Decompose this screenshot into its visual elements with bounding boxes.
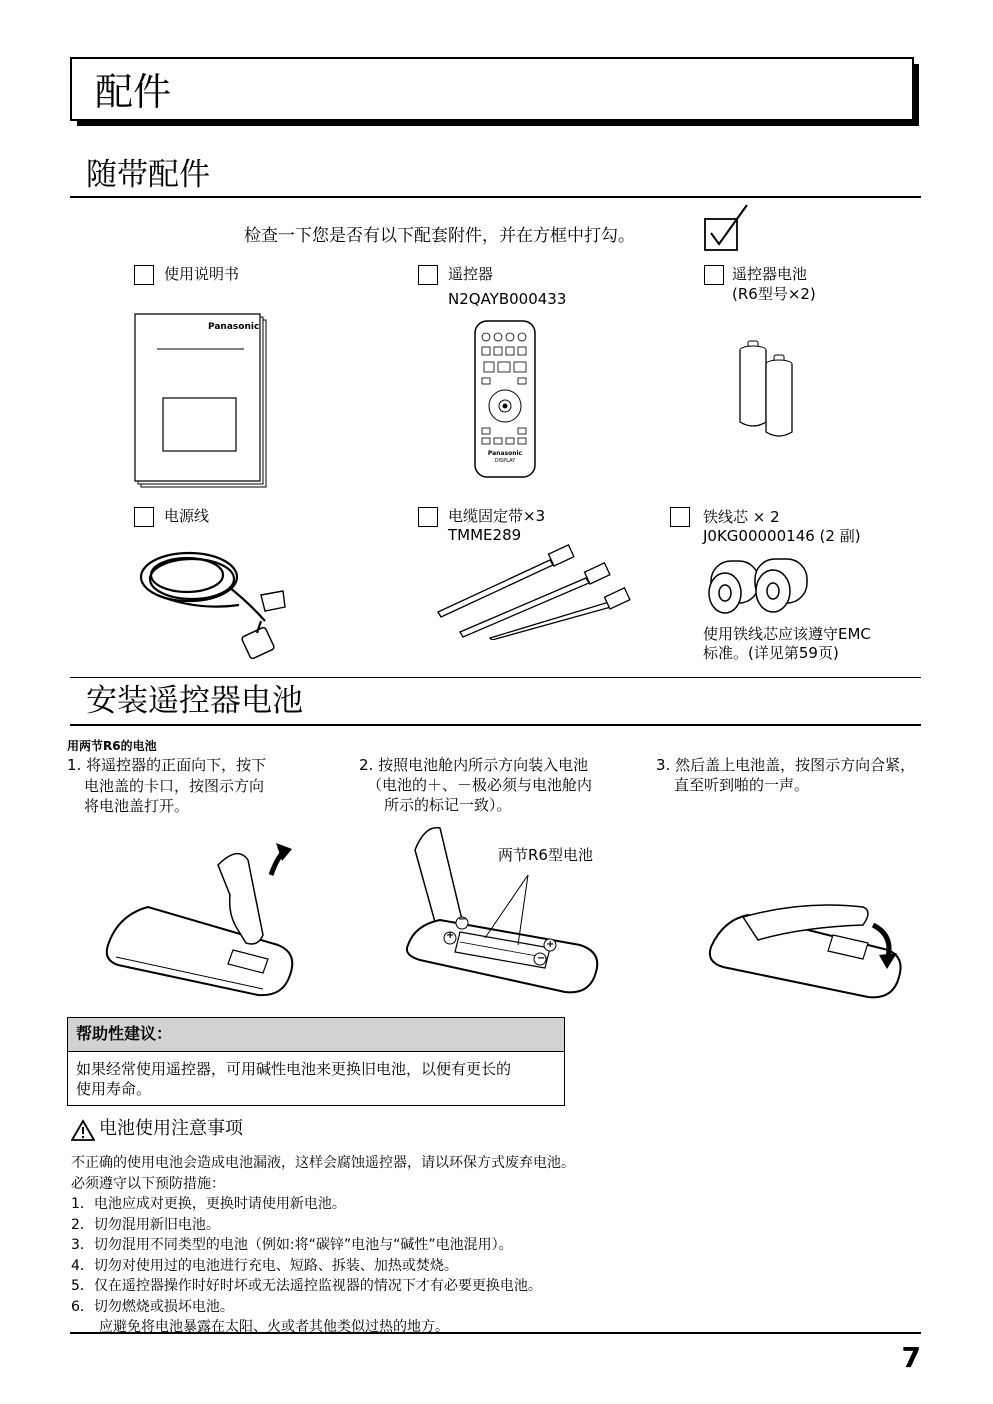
checkbox-remote[interactable] [418,265,438,285]
minus-marker: − [458,914,467,925]
item-cable-ties-label: 电缆固定带×3 [448,507,546,525]
page-number: 7 [901,1341,921,1374]
caution-item: 5．仅在遥控器操作时好时坏或无法遥控监视器的情况下才有必要更换电池。 [71,1278,542,1294]
caution-intro-line: 必须遵守以下预防措施： [71,1175,225,1192]
manual-illustration [134,312,269,490]
page-title: 配件 [95,70,172,114]
warning-triangle-icon [71,1119,95,1141]
caution-intro-line: 不正确的使用电池会造成电池漏液，这样会腐蚀遥控器，请以环保方式废弃电池。 [71,1155,575,1171]
ferrite-note-line2: 标准。(详见第59页) [703,644,839,662]
battery-callout-label: 两节R6型电池 [498,846,593,864]
step1-illustration [98,835,298,1005]
caution-item: 2．切勿混用新旧电池。 [71,1216,220,1233]
power-cord-illustration [137,543,287,668]
minus-marker: − [537,953,546,964]
ferrite-note-line1: 使用铁线芯应该遵守EMC [703,625,871,643]
step1-line2: 电池盖的卡口，按图示方向 [84,777,265,795]
batteries-illustration [735,340,797,440]
cable-ties-illustration [434,540,634,640]
section-divider [70,677,921,678]
remote-brand: Panasonic [487,450,523,457]
check-instruction: 检查一下您是否有以下配套附件，并在方框中打勾。 [244,226,635,246]
item-batteries-label: 遥控器电池 [732,265,808,283]
ferrite-core-illustration [703,553,813,623]
step2-line3: 所示的标记一致）。 [384,796,512,814]
caution-item: 3．切勿混用不同类型的电池（例如:将“碳锌”电池与“碱性”电池混用）。 [71,1237,513,1253]
tip-body-line2: 使用寿命。 [76,1080,152,1098]
section-divider [70,196,921,198]
section-title-battery: 安装遥控器电池 [86,683,303,719]
item-manual-label: 使用说明书 [164,265,240,283]
caution-text-block [71,1153,575,1338]
caution-item: 4．切勿对使用过的电池进行充电、短路、拆装、加热或焚烧。 [71,1257,458,1274]
caution-item: 6．切勿燃烧或损坏电池。 [71,1298,234,1315]
item-remote-label: 遥控器 [448,265,494,283]
item-cable-ties-model: TMME289 [448,526,522,544]
caution-item: 1．电池应成对更换，更换时请使用新电池。 [71,1196,346,1212]
item-ferrite-model: J0KG00000146 (2 副) [703,527,861,545]
plus-marker: + [446,930,455,941]
step3-line1: 3. 然后盖上电池盖，按图示方向合紧， [656,756,916,774]
checkbox-manual[interactable] [134,265,154,285]
manual-brand: Panasonic [208,322,260,332]
remote-label: DISPLAY [494,458,516,464]
checkbox-cable-ties[interactable] [418,507,438,527]
battery-subtitle: 用两节R6的电池 [67,739,157,753]
footer-divider [70,1332,921,1334]
item-remote-model: N2QAYB000433 [448,290,567,308]
step2-line2: （电池的＋、－极必须与电池舱内 [367,776,593,794]
header-box [70,57,914,121]
checkbox-power-cord[interactable] [134,507,154,527]
checkbox-batteries[interactable] [704,265,724,285]
checkbox-ferrite-core[interactable] [670,507,690,527]
checkmark-box-icon [704,203,748,251]
item-power-cord-label: 电源线 [164,507,210,525]
step1-line1: 1. 将遥控器的正面向下，按下 [67,756,267,774]
tip-body-line1: 如果经常使用遥控器，可用碱性电池来更换旧电池，以便有更长的 [76,1060,512,1078]
tip-title: 帮助性建议： [76,1024,173,1043]
item-ferrite-label: 铁线芯 × 2 [703,508,780,526]
caution-title: 电池使用注意事项 [99,1118,243,1139]
plus-marker: + [546,939,555,950]
step2-line1: 2. 按照电池舱内所示方向装入电池 [359,756,589,774]
item-batteries-spec: (R6型号×2) [732,285,816,303]
step3-line2: 直至听到啪的一声。 [674,776,810,794]
section-divider [70,724,921,726]
step3-illustration [703,895,903,1005]
step1-line3: 将电池盖打开。 [84,797,190,815]
caution-item: 应避免将电池暴露在太阳、火或者其他类似过热的地方。 [71,1319,449,1335]
section-title-accessories: 随带配件 [86,157,210,193]
